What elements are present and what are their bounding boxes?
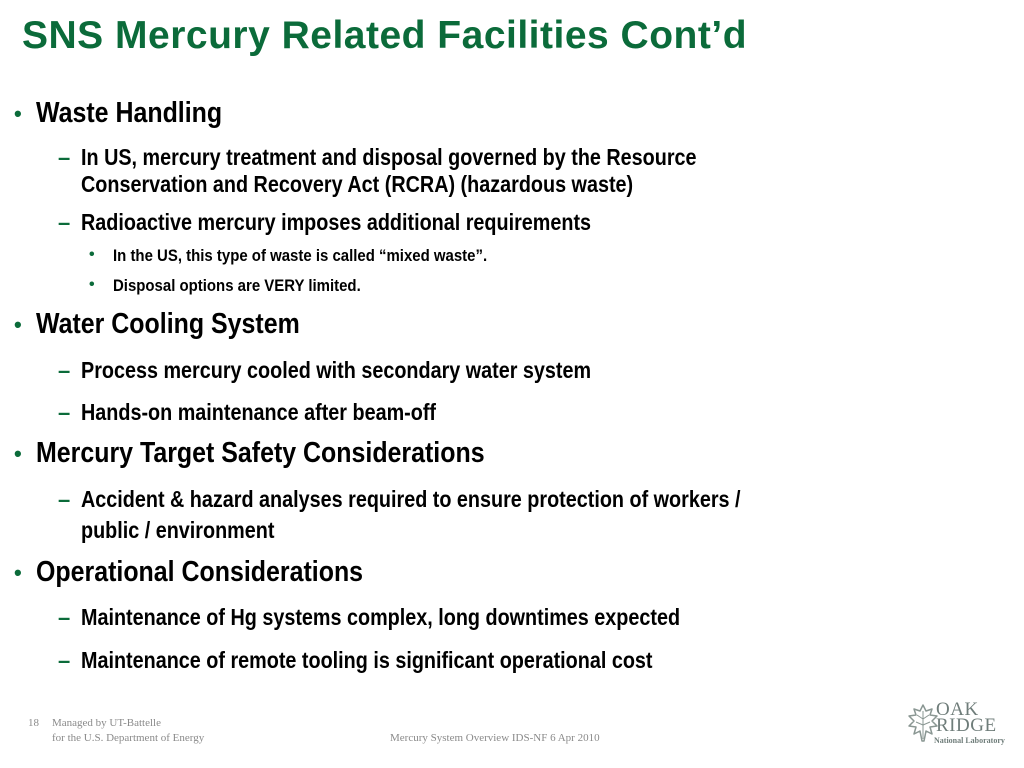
bullet-marker: • <box>14 312 22 337</box>
sub-bullet-rcra-line1: In US, mercury treatment and disposal governed by the Resource <box>81 144 697 170</box>
bullet-marker: • <box>14 560 22 585</box>
footer-department: for the U.S. Department of Energy <box>52 732 205 744</box>
bullet-safety: Mercury Target Safety Considerations <box>36 437 485 469</box>
bullet-marker: • <box>14 441 22 466</box>
sub-bullet-accident-line1: Accident & hazard analyses required to ensure protection of workers / <box>81 486 741 512</box>
bullet-operational: Operational Considerations <box>36 556 364 588</box>
logo-word-oak: OAK <box>936 699 979 720</box>
logo-word-ridge: RIDGE <box>936 715 997 736</box>
footer-presentation-title: Mercury System Overview IDS-NF 6 Apr 2010 <box>390 732 600 744</box>
sub-bullet-radioactive: Radioactive mercury imposes additional requirements <box>81 209 592 235</box>
sub-bullet-hg-maintenance: Maintenance of Hg systems complex, long downtimes expected <box>81 604 681 630</box>
bullet-waste-handling: Waste Handling <box>36 97 223 129</box>
dash-marker: – <box>58 400 71 425</box>
oak-ridge-logo <box>906 697 1006 747</box>
slide-title: SNS Mercury Related Facilities Cont’d <box>22 14 748 57</box>
dash-marker: – <box>58 145 71 170</box>
bullet-marker: • <box>14 101 22 126</box>
footer-managed-by: Managed by UT-Battelle <box>52 717 161 729</box>
dash-marker: – <box>58 358 71 383</box>
bullet-water-cooling: Water Cooling System <box>36 308 300 340</box>
sub-bullet-accident-line2: public / environment <box>81 517 275 543</box>
sub-sub-bullet-disposal: Disposal options are VERY limited. <box>113 276 361 295</box>
sub-bullet-rcra-line2: Conservation and Recovery Act (RCRA) (hazardous waste) <box>81 171 634 197</box>
sub-bullet-hands-on: Hands-on maintenance after beam-off <box>81 399 437 425</box>
sub-sub-bullet-marker: • <box>89 276 95 293</box>
sub-sub-bullet-mixed-waste: In the US, this type of waste is called “mixed waste”. <box>113 246 488 265</box>
page-number: 18 <box>28 717 39 729</box>
logo-subtitle: National Laboratory <box>934 736 1005 745</box>
sub-bullet-remote-tooling: Maintenance of remote tooling is significant operational cost <box>81 647 653 673</box>
dash-marker: – <box>58 487 71 512</box>
dash-marker: – <box>58 648 71 673</box>
sub-sub-bullet-marker: • <box>89 246 95 263</box>
dash-marker: – <box>58 605 71 630</box>
dash-marker: – <box>58 210 71 235</box>
sub-bullet-secondary-water: Process mercury cooled with secondary water system <box>81 357 592 383</box>
